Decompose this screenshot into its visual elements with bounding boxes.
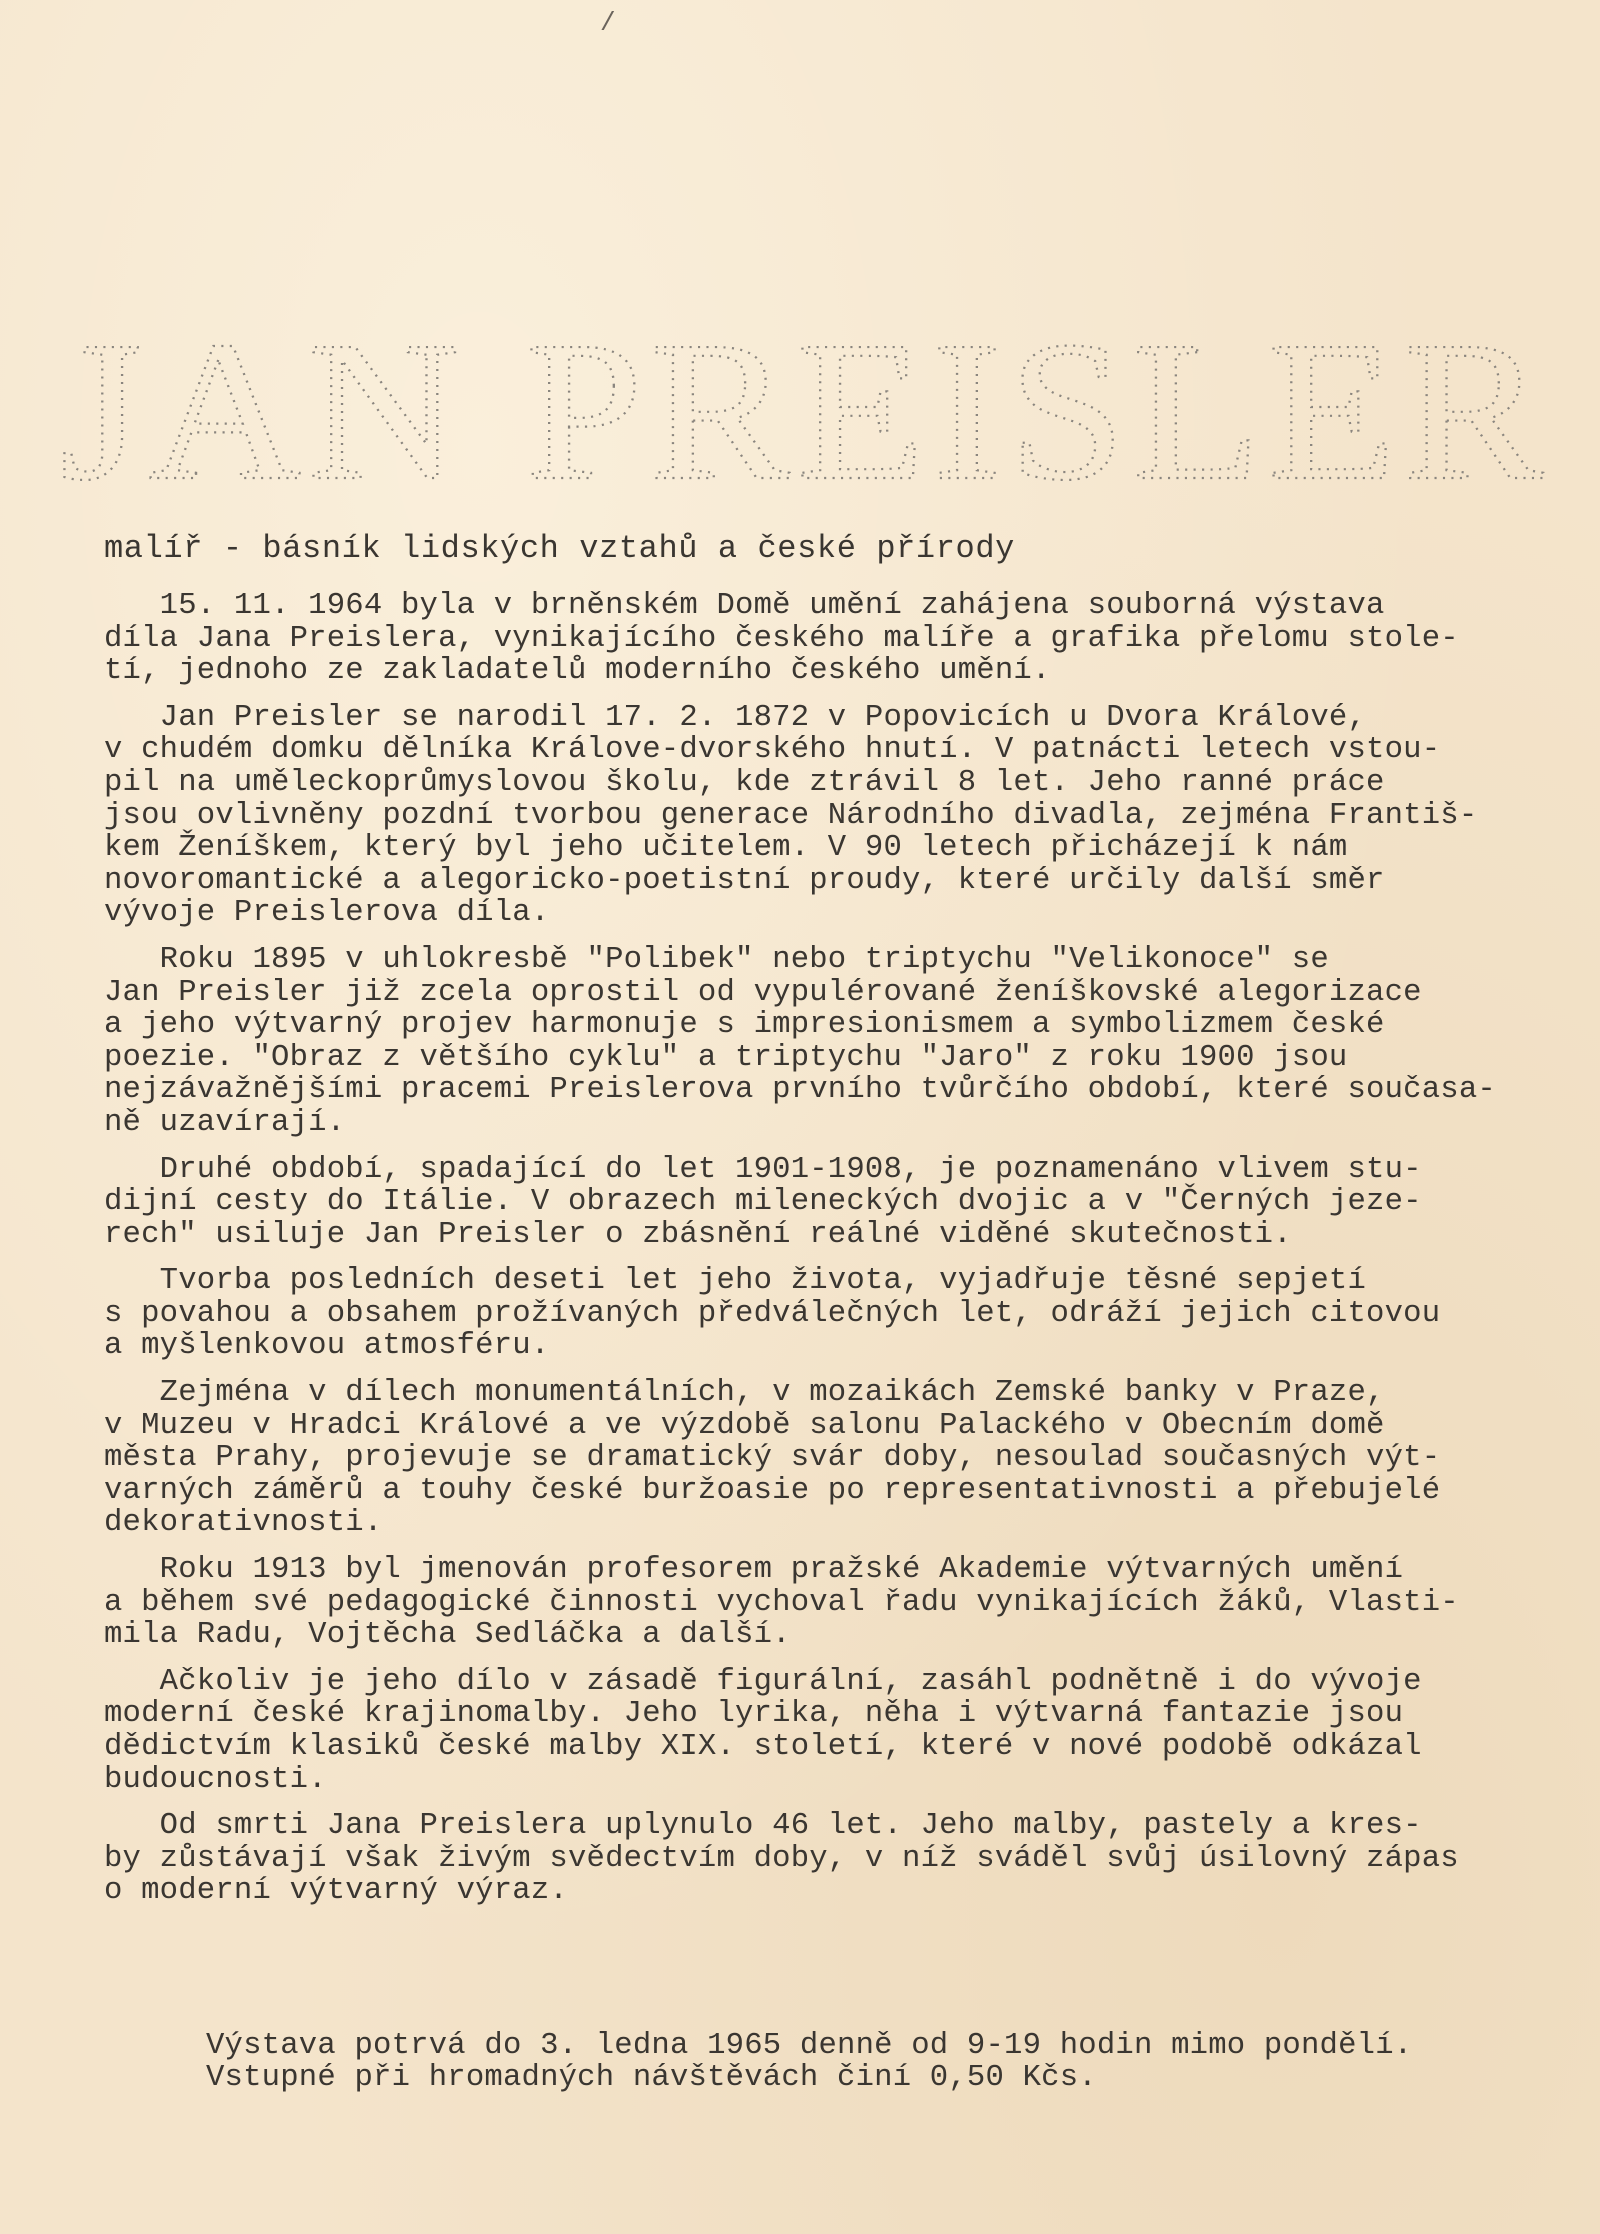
text-line: a během své pedagogické činnosti vychoval řadu vynikajících žáků, Vlasti- — [104, 1585, 1459, 1620]
text-line: o moderní výtvarný výraz. — [104, 1874, 568, 1909]
text-line: mila Radu, Vojtěcha Sedláčka a další. — [104, 1618, 791, 1653]
paragraph — [104, 1810, 1574, 1908]
text-line: Roku 1895 v uhlokresbě "Polibek" nebo triptychu "Velikonoce" se — [104, 942, 1329, 977]
text-line: a jeho výtvarný projev harmonuje s impresionismem a symbolizmem české — [104, 1008, 1385, 1043]
text-line: 15. 11. 1964 byla v brněnském Domě umění zahájena souborná výstava — [104, 589, 1385, 623]
text-line: města Prahy, projevuje se dramatický svár doby, nesoulad současných výt- — [104, 1441, 1441, 1476]
text-line: dekorativnosti. — [104, 1506, 383, 1541]
text-line: a myšlenkovou atmosféru. — [104, 1329, 550, 1364]
text-line: Zejména v dílech monumentálních, v mozaikách Zemské banky v Praze, — [104, 1376, 1385, 1411]
text-line: dijní cesty do Itálie. V obrazech mileneckých dvojic a v "Černých jeze- — [104, 1185, 1422, 1220]
text-line: ně uzavírají. — [104, 1105, 346, 1140]
exhibition-notice — [206, 2030, 1412, 2094]
notice-line: Výstava potrvá do 3. ledna 1965 denně od 9-19 hodin mimo pondělí. — [206, 2029, 1413, 2063]
paragraph — [104, 702, 1574, 930]
text-line: Druhé období, spadající do let 1901-1908, je poznamenáno vlivem stu- — [104, 1152, 1422, 1187]
text-line: moderní české krajinomalby. Jeho lyrika, něha i výtvarná fantazie jsou — [104, 1697, 1404, 1732]
paragraph — [104, 944, 1574, 1140]
text-line: by zůstávají však živým svědectvím doby, v níž sváděl svůj úsilovný zápas — [104, 1841, 1459, 1876]
page-title — [60, 300, 1560, 500]
text-line: Tvorba posledních deseti let jeho života, vyjadřuje těsné sepjetí — [104, 1264, 1367, 1299]
text-line: v Muzeu v Hradci Králové a ve výzdobě salonu Palackého v Obecním domě — [104, 1408, 1385, 1443]
paragraph — [104, 590, 1574, 688]
article-body — [104, 590, 1574, 1922]
text-line: Roku 1913 byl jmenován profesorem pražské Akademie výtvarných umění — [104, 1553, 1404, 1588]
text-line: Jan Preisler již zcela oprostil od vypulérované ženíškovské alegorizace — [104, 975, 1422, 1010]
paragraph — [104, 1377, 1574, 1540]
text-line: v chudém domku dělníka Králove-dvorského hnutí. V patnácti letech vstou- — [104, 733, 1441, 768]
paragraph — [104, 1154, 1574, 1252]
text-line: Jan Preisler se narodil 17. 2. 1872 v Popovicích u Dvora Králové, — [104, 700, 1367, 735]
text-line: s povahou a obsahem prožívaných předválečných let, odráží jejich citovou — [104, 1296, 1441, 1331]
text-line: nejzávažnějšími pracemi Preislerova prvního tvůrčího období, které současa- — [104, 1073, 1496, 1108]
text-line: novoromantické a alegoricko-poetistní proudy, které určily další směr — [104, 863, 1385, 898]
page-mark: / — [600, 8, 616, 38]
text-line: kem Ženíškem, který byl jeho učitelem. V 90 letech přicházejí k nám — [104, 831, 1348, 866]
subtitle: malíř - básník lidských vztahů a české přírody — [104, 530, 1015, 567]
text-line: díla Jana Preislera, vynikajícího českého malíře a grafika přelomu stole- — [104, 621, 1459, 656]
text-line: pil na uměleckoprůmyslovou školu, kde ztrávil 8 let. Jeho ranné práce — [104, 765, 1385, 800]
text-line: vývoje Preislerova díla. — [104, 896, 550, 931]
text-line: tí, jednoho ze zakladatelů moderního českého umění. — [104, 654, 1051, 689]
text-line: dědictvím klasiků české malby XIX. století, které v nové podobě odkázal — [104, 1730, 1422, 1764]
text-line: budoucnosti. — [104, 1762, 327, 1797]
text-line: poezie. "Obraz z většího cyklu" a triptychu "Jaro" z roku 1900 jsou — [104, 1040, 1348, 1075]
page-title-text: JAN PREISLER — [60, 301, 1551, 500]
text-line: jsou ovlivněny pozdní tvorbou generace Národního divadla, zejména Františ- — [104, 798, 1478, 833]
paragraph — [104, 1666, 1574, 1796]
text-line: Od smrti Jana Preislera uplynulo 46 let. Jeho malby, pastely a kres- — [104, 1809, 1422, 1844]
text-line: Ačkoliv je jeho dílo v zásadě figurální, zasáhl podnětně i do vývoje — [104, 1664, 1422, 1699]
text-line: varných záměrů a touhy české buržoasie po representativnosti a přebujelé — [104, 1473, 1441, 1508]
paragraph — [104, 1554, 1574, 1652]
text-line: rech" usiluje Jan Preisler o zbásnění reálné viděné skutečnosti. — [104, 1217, 1292, 1252]
paragraph — [104, 1265, 1574, 1363]
notice-line: Vstupné při hromadných návštěvách činí 0,50 Kčs. — [206, 2061, 1097, 2095]
